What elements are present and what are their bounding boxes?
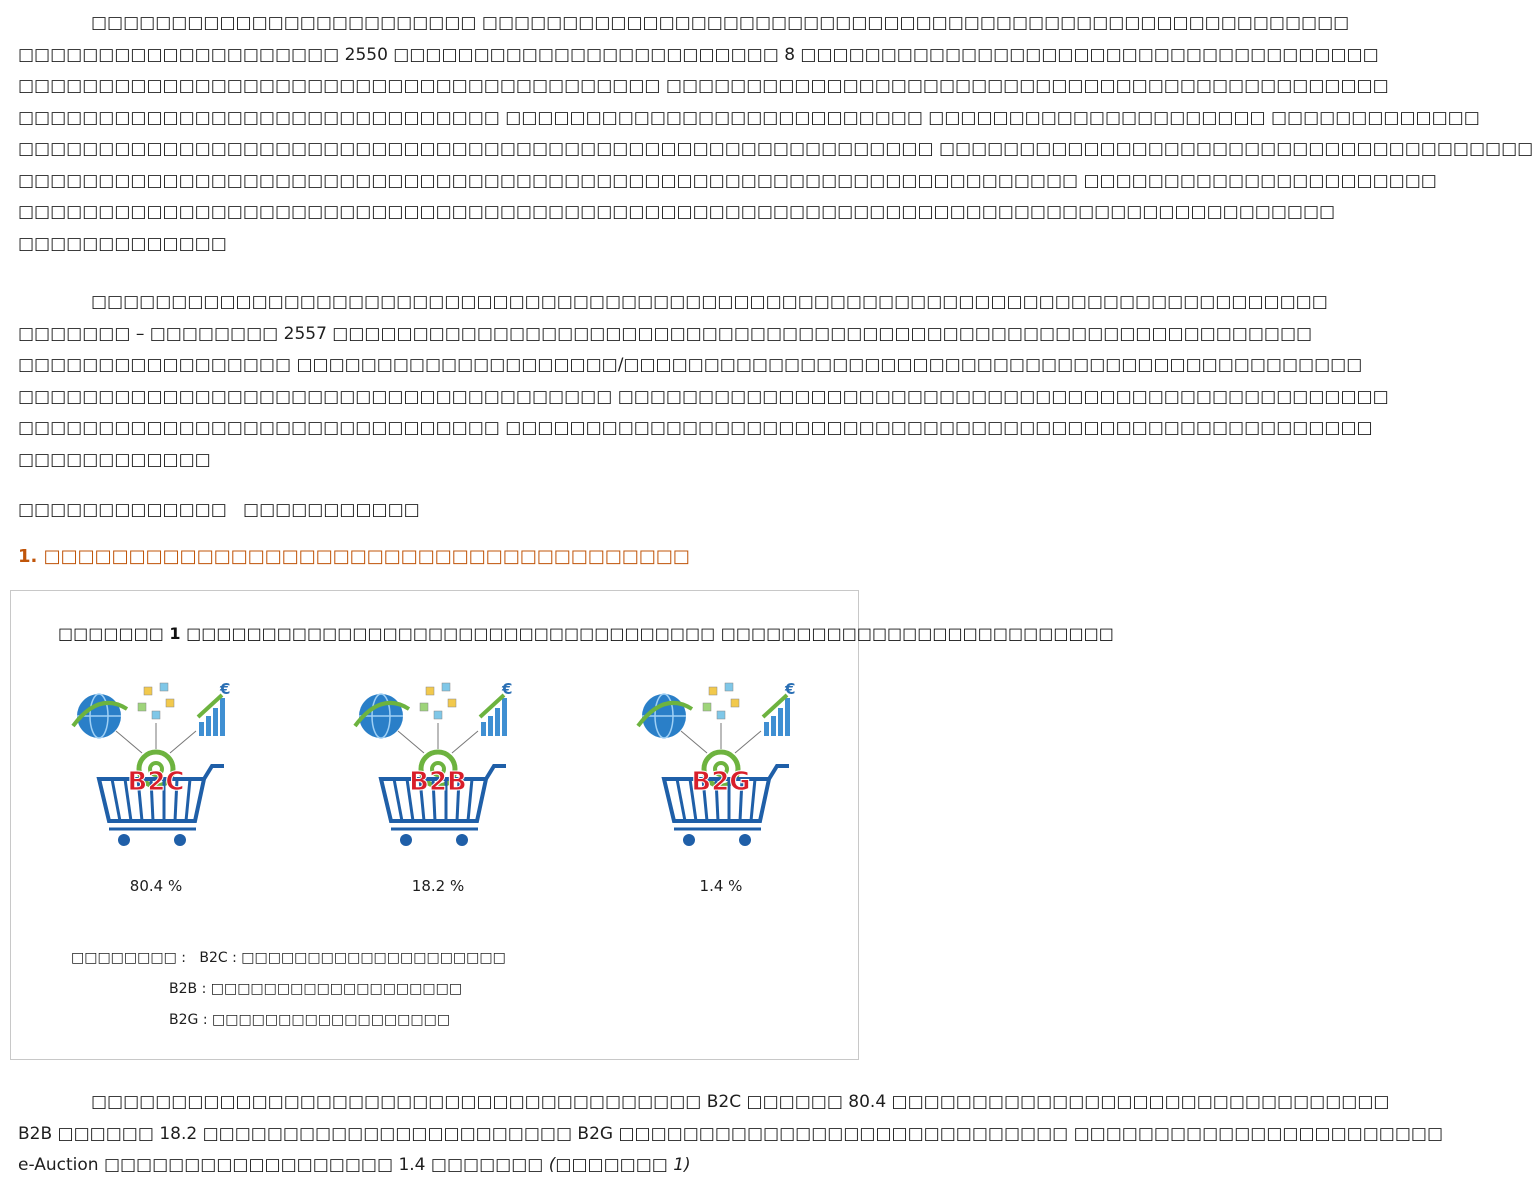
growth-bar-icon — [495, 708, 500, 736]
package-icon — [717, 711, 725, 719]
package-icon — [703, 703, 711, 711]
growth-bar-icon — [502, 698, 507, 736]
results-heading-bold: □□□□□□□□□□□□□ — [18, 500, 227, 520]
euro-icon: € — [785, 680, 796, 698]
figure-notes — [71, 943, 506, 1036]
results-heading — [18, 500, 420, 520]
euro-icon: € — [220, 680, 231, 698]
note-row — [71, 1005, 506, 1036]
text-line: □□□□□□□□□□□□□□□□□□□□□□□□□□□□□□□□□□□□□□□□□□□□□□□□□□□□□□□□□□□□□□□□□□ □□□□□□□□□□□□□□□□□□□□□□ — [18, 170, 1437, 191]
package-icon — [448, 699, 456, 707]
text-line: □□□□□□□□□□□□□□□□□□□□□□□□□□□□□□□□□□□□□□□□□□□□□□□□□□□□□□□□□□□□□□□□□□□□□□□□□□□□□ — [91, 292, 1328, 312]
growth-bar-icon — [764, 722, 769, 736]
text-line: □□□□□□□□□□□□□□□□□□□□□□□□□□□□□□□□□□□□□□□□ □□□□□□□□□□□□□□□□□□□□□□□□□□□□□□□□□□□□□□□□□□□□□ — [18, 76, 1389, 96]
cart-bar — [751, 779, 755, 821]
text-line: □□□□□□□□□□□□□□□□□□□□□□□□ □□□□□□□□□□□□□□□□□□□□□□□□□□□□□□□□□□□□□□□□□□□□□□□□□□□□□□ — [91, 13, 1350, 33]
package-icon — [731, 699, 739, 707]
section-heading: 1. □□□□□□□□□□□□□□□□□□□□□□□□□□□□□□□□□□□□□□ — [18, 546, 690, 567]
growth-bar-icon — [488, 716, 493, 736]
text-line: □□□□□□□□□□□□□□□□□ □□□□□□□□□□□□□□□□□□□□/□□□□□□□□□□□□□□□□□□□□□□□□□□□□□□□□□□□□□□□□□□□□□□ — [18, 355, 1363, 375]
operator-type-label: B2G — [691, 767, 751, 797]
connector-line — [398, 731, 424, 753]
cart-wheel — [683, 834, 695, 846]
growth-bar-icon — [199, 722, 204, 736]
package-icon — [160, 683, 168, 691]
growth-arrow-icon — [480, 695, 504, 717]
connector-line — [170, 731, 196, 753]
text-line-main: e-Auction □□□□□□□□□□□□□□□□□□ 1.4 □□□□□□□ — [18, 1155, 549, 1175]
ecommerce-illustration — [355, 680, 512, 895]
growth-bar-icon — [220, 698, 225, 736]
text-line: □□□□□□□□□□□□□□□□□□□□□□□□□□□□□□□□□□□□□□□□□□□□□□□□□□□□□□□□□□□□□□□□□□□□□□□□□□□□□□□□□□ — [18, 202, 1336, 222]
results-heading-rest: □□□□□□□□□□□ — [243, 500, 420, 520]
figure-title: □□□□□□□ 1 □□□□□□□□□□□□□□□□□□□□□□□□□□□□□□□□□□□ □□□□□□□□□□□□□□□□□□□□□□□□□□ — [58, 624, 1114, 643]
operator-type-label: B2B — [409, 767, 467, 797]
note-desc: : □□□□□□□□□□□□□□□□□□ — [202, 1012, 451, 1028]
ecommerce-illustration — [638, 680, 795, 895]
package-icon — [138, 703, 146, 711]
text-line: □□□□□□□□□□□□□□□□□□□□□□□□□□□□□□ □□□□□□□□□□□□□□□□□□□□□□□□□□ □□□□□□□□□□□□□□□□□□□□□ □□□□□□□□□□□□□ — [18, 107, 1480, 128]
package-icon — [434, 711, 442, 719]
text-line: □□□□□□□□□□□□□□□□□□□□□□□□□□□□□□□□□□□□□□□□□□□□□□□□□□□□□□□□□ □□□□□□□□□□□□□□□□□□□□□□□□□□□□□□□□□□□□□ — [18, 139, 1533, 159]
growth-bar-icon — [206, 716, 211, 736]
percent-label: 1.4 % — [699, 877, 743, 895]
text-line: □□□□□□□□□□□□ — [18, 449, 211, 470]
cart-bar — [394, 779, 402, 821]
text-line: □□□□□□□ – □□□□□□□□ 2557 □□□□□□□□□□□□□□□□□□□□□□□□□□□□□□□□□□□□□□□□□□□□□□□□□□□□□□□□□□□□□ — [18, 323, 1313, 344]
text-line: □□□□□□□□□□□□□□□□□□□□□□□□□□□□□□□□□□□□□ □□□□□□□□□□□□□□□□□□□□□□□□□□□□□□□□□□□□□□□□□□□□□□□□ — [18, 386, 1389, 407]
note-code: B2B — [169, 981, 198, 997]
cart-bar — [677, 779, 685, 821]
growth-arrow-icon — [763, 695, 787, 717]
package-icon — [420, 703, 428, 711]
cart-wheel — [739, 834, 751, 846]
text-line — [18, 1150, 853, 1182]
intro-paragraph — [18, 8, 1533, 260]
notes-label: □□□□□□□□ : — [71, 950, 186, 966]
cart-bar — [468, 779, 472, 821]
note-code: B2C — [199, 950, 228, 966]
growth-bar-icon — [785, 698, 790, 736]
cart-wheel — [174, 834, 186, 846]
ecommerce-illustration — [73, 680, 230, 895]
connector-line — [452, 731, 478, 753]
cart-bar — [186, 779, 190, 821]
cart-wheel — [400, 834, 412, 846]
figure-box — [10, 590, 1114, 1060]
cart-handle — [769, 766, 789, 779]
operator-type-label: B2C — [127, 767, 185, 797]
note-row — [71, 943, 506, 974]
percent-label: 18.2 % — [411, 877, 465, 895]
connector-line — [735, 731, 761, 753]
connector-line — [116, 731, 142, 753]
text-line: □□□□□□□□□□□□□□□□□□□□□□□□□□□□□□ □□□□□□□□□□□□□□□□□□□□□□□□□□□□□□□□□□□□□□□□□□□□□□□□□□□□□□ — [18, 418, 1373, 438]
connector-line — [681, 731, 707, 753]
package-icon — [442, 683, 450, 691]
cart-wheel — [456, 834, 468, 846]
growth-bar-icon — [481, 722, 486, 736]
package-icon — [144, 687, 152, 695]
cart-bar — [112, 779, 120, 821]
text-line: □□□□□□□□□□□□□□□□□□□□ 2550 □□□□□□□□□□□□□□□□□□□□□□□□ 8 □□□□□□□□□□□□□□□□□□□□□□□□□□□□□□□□□□□□ — [18, 44, 1379, 65]
text-line: □□□□□□□□□□□□□□□□□□□□□□□□□□□□□□□□□□□□□□ B2C □□□□□□ 80.4 □□□□□□□□□□□□□□□□□□□□□□□□□□□□□□□ — [91, 1092, 1390, 1112]
note-row — [71, 974, 506, 1005]
package-icon — [725, 683, 733, 691]
percent-label: 80.4 % — [129, 877, 183, 895]
methodology-paragraph — [18, 287, 1389, 476]
summary-paragraph — [18, 1087, 1444, 1182]
note-code: B2G — [169, 1012, 199, 1028]
text-line: B2B □□□□□□ 18.2 □□□□□□□□□□□□□□□□□□□□□□□ B2G □□□□□□□□□□□□□□□□□□□□□□□□□□□□ □□□□□□□□□□□□□□□□□□□□□□□ — [18, 1123, 1444, 1144]
cart-wheel — [118, 834, 130, 846]
package-icon — [152, 711, 160, 719]
growth-bar-icon — [213, 708, 218, 736]
text-line: □□□□□□□□□□□□□ — [18, 233, 227, 254]
growth-bar-icon — [778, 708, 783, 736]
cart-handle — [486, 766, 506, 779]
package-icon — [166, 699, 174, 707]
package-icon — [709, 687, 717, 695]
package-icon — [426, 687, 434, 695]
euro-icon: € — [502, 680, 513, 698]
figure-reference: (□□□□□□□ 1) — [548, 1155, 691, 1175]
growth-bar-icon — [771, 716, 776, 736]
note-desc: : □□□□□□□□□□□□□□□□□□□□ — [232, 950, 506, 966]
note-desc: : □□□□□□□□□□□□□□□□□□□ — [201, 981, 463, 997]
growth-arrow-icon — [198, 695, 222, 717]
cart-handle — [204, 766, 224, 779]
